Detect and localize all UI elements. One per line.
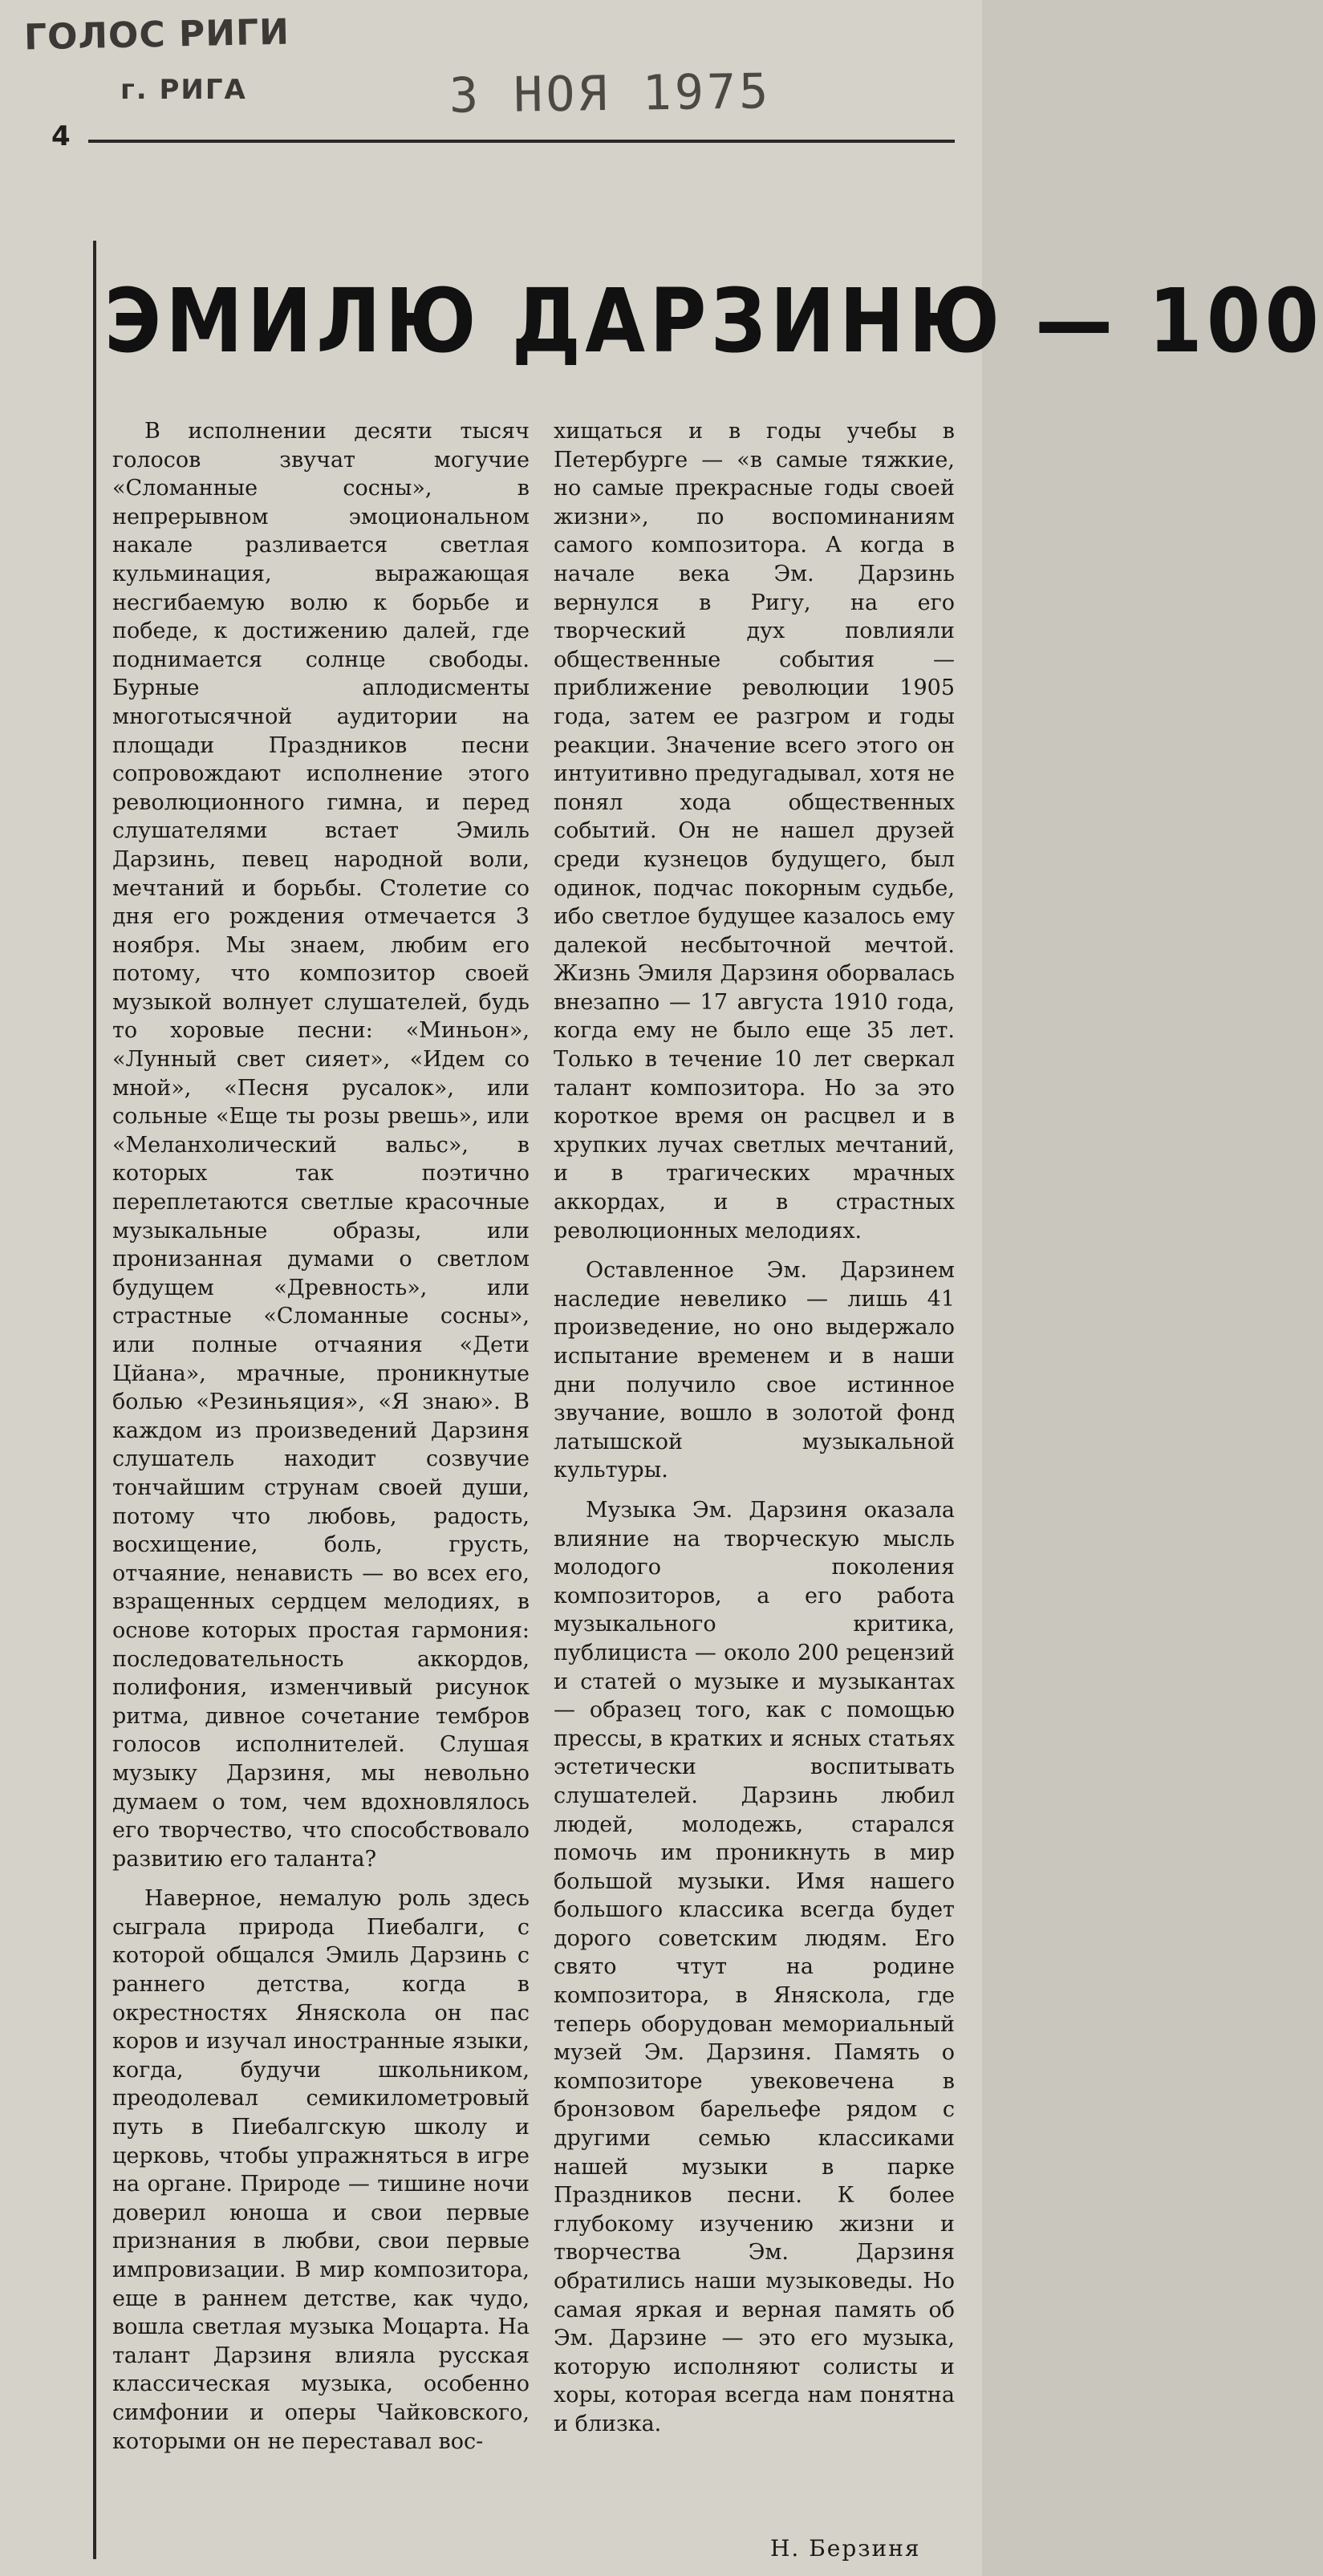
top-divider — [88, 140, 955, 143]
article-column-right — [554, 417, 955, 2439]
city-stamp: г. РИГА — [120, 74, 247, 106]
page-number: 4 — [51, 120, 71, 152]
article-headline: ЭМИЛЮ ДАРЗИНЮ — 100 — [104, 270, 1323, 372]
article-paragraph: Наверное, немалую роль здесь сыграла природа Пиебалги, с которой общался Эмиль Дарзинь с раннего детства, когда в окрестностях Яняскола он пас коров и изучал иностранные языки, когда, будучи школьником, преодолевал семикилометровый путь в Пиебалгскую школу и церковь, чтобы упражняться в игре на органе. Природе — тишине ночи доверил юноша и свои первые признания в любви, свои первые импровизации. В мир композитора, еще в раннем детстве, как чудо, вошла светлая музыка Моцарта. На талант Дарзиня влияла русская классическая музыка, особенно симфонии и оперы Чайковского, которыми он не переставал вос- — [112, 1886, 530, 2454]
date-stamp: 3 НОЯ 1975 — [448, 63, 772, 124]
article-paragraph: хищаться и в годы учебы в Петербурге — «в самые тяжкие, но самые прекрасные годы своей жизни», по воспоминаниям самого композитора. А когда в начале века Эм. Дарзинь вернулся в Ригу, на его творческий дух повлияли общественные события — приближение революции 1905 года, затем ее разгром и годы реакции. Значение всего этого он интуитивно предугадывал, хотя не понял хода общественных событий. Он не нашел друзей среди кузнецов будущего, был одинок, подчас покорным судьбе, ибо светлое будущее казалось ему далекой несбыточной мечтой. Жизнь Эмиля Дарзиня оборвалась внезапно — 17 августа 1910 года, когда ему не было еще 35 лет. Только в течение 10 лет сверкал талант композитора. Но за это короткое время он расцвел и в хрупких лучах светлых мечтаний, и в трагических мрачных аккордах, и в страстных революционных мелодиях. — [554, 419, 955, 1243]
author-signature: Н. Берзиня — [770, 2535, 921, 2562]
article-paragraph: В исполнении десяти тысяч голосов звучат могучие «Сломанные сосны», в непрерывном эмоциональном накале разливается светлая кульминация, выражающая несгибаемую волю к борьбе и победе, к достижению далей, где поднимается солнце свободы. Бурные аплодисменты многотысячной аудитории на площади Праздников песни сопровождают исполнение этого революционного гимна, и перед слушателями встает Эмиль Дарзинь, певец народной воли, мечтаний и борьбы. Столетие со дня его рождения отмечается 3 ноября. Мы знаем, любим его потому, что композитор своей музыкой волнует слушателей, будь то хоровые песни: «Миньон», «Лунный свет сияет», «Идем со мной», «Песня русалок», или сольные «Еще ты розы рвешь», или «Меланхолический вальс», в которых так поэтично переплетаются светлые красочные музыкальные образы, или пронизанная думами о светлом будущем «Древность», или страстные «Сломанные сосны», или полные отчаяния «Дети Цйана», мрачные, проникнутые болью «Резиньяция», «Я знаю». В каждом из произведений Дарзиня слушатель находит созвучие тончайшим струнам своей души, потому что любовь, радость, восхищение, боль, грусть, отчаяние, ненависть — во всех его, взращенных сердцем мелодиях, в основе которых простая гармония: последовательность аккордов, полифония, изменчивый рисунок ритма, дивное сочетание тембров голосов исполнителей. Слушая музыку Дарзиня, мы невольно думаем о том, чем вдохновлялось его творчество, что способствовало развитию его таланта? — [112, 419, 530, 1872]
publication-stamp: ГОЛОС РИГИ — [23, 11, 290, 59]
article-paragraph: Музыка Эм. Дарзиня оказала влияние на творческую мысль молодого поколения композиторов, а его работа музыкального критика, публициста — около 200 рецензий и статей о музыке и музыкантах — образец того, как с помощью прессы, в кратких и ясных статьях эстетически воспитывать слушателей. Дарзинь любил людей, молодежь, старался помочь им проникнуть в мир большой музыки. Имя нашего большого классика всегда будет дорого советским людям. Его свято чтут на родине композитора, в Яняскола, где теперь оборудован мемориальный музей Эм. Дарзиня. Память о композиторе увековечена в бронзовом барельефе рядом с другими семью классиками нашей музыки в парке Праздников песни. К более глубокому изучению жизни и творчества Эм. Дарзиня обратились наши музыковеды. Но самая яркая и верная память об Эм. Дарзине — это его музыка, которую исполняют солисты и хоры, которая всегда нам понятна и близка. — [554, 1497, 955, 2436]
article-column-left — [112, 417, 530, 2456]
article-paragraph: Оставленное Эм. Дарзинем наследие невелико — лишь 41 произведение, но оно выдержало испытание временем и в наши дни получило свое истинное звучание, вошло в золотой фонд латышской музыкальной культуры. — [554, 1258, 955, 1483]
